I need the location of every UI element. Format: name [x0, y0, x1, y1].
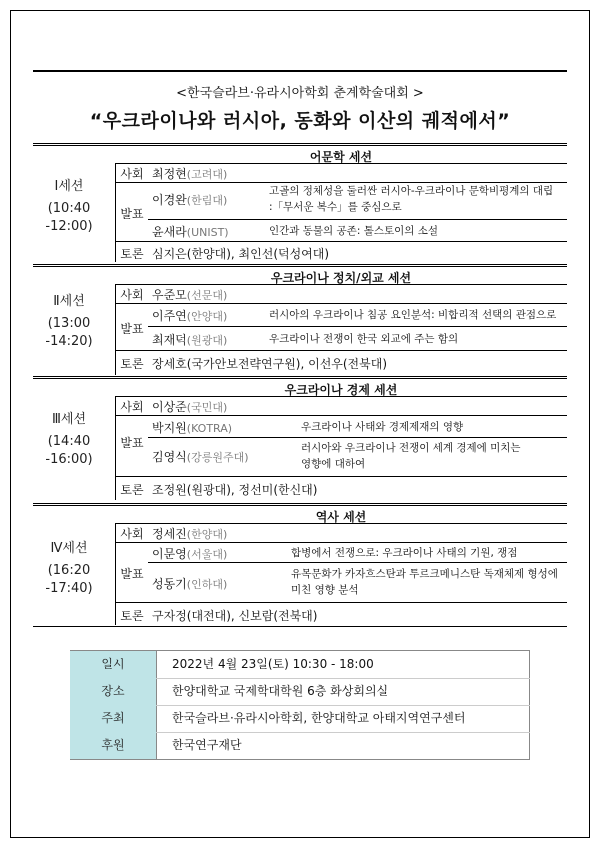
paper-title: 러시아와 우크라이나 전쟁이 세계 경제에 미치는 영향에 대하여	[301, 442, 521, 470]
moderator-name: 최정현(고려대)	[152, 167, 228, 181]
session-heading: 우크라이나 정치/외교 세션	[270, 271, 412, 285]
schedule-bottom-rule	[33, 626, 567, 627]
session-divider	[33, 376, 567, 379]
session-time-start: (14:40	[47, 434, 91, 449]
moderator-role: 사회	[120, 400, 144, 414]
discussants: 조정원(원광대), 정선미(한신대)	[152, 483, 318, 497]
presenters-role: 발표	[120, 436, 144, 450]
paper-title: 우크라이나 사태와 경제제재의 영향	[301, 421, 464, 433]
discussion-role: 토론	[120, 357, 144, 371]
info-label-venue: 장소	[70, 678, 156, 705]
session-divider	[33, 264, 567, 267]
presenters-role: 발표	[120, 567, 144, 581]
session-time-end: -17:40)	[45, 581, 93, 596]
session-divider	[33, 143, 567, 146]
presenters-role: 발표	[120, 322, 144, 336]
moderator-name: 이상준(국민대)	[152, 400, 228, 414]
info-value-host: 한국슬라브·유라시아학회, 한양대학교 아태지역연구센터	[172, 711, 466, 725]
info-value-venue: 한양대학교 국제학대학원 6층 화상회의실	[172, 684, 389, 698]
presenter-name: 성동기(인하대)	[152, 577, 228, 591]
paper-title: 러시아의 우크라이나 침공 요인분석: 비합리적 선택의 관점으로	[269, 309, 557, 321]
info-value-date: 2022년 4월 23일(토) 10:30 - 18:00	[172, 657, 374, 671]
moderator-role: 사회	[120, 167, 144, 181]
info-label-host: 주최	[70, 705, 156, 732]
paper-title: 합병에서 전쟁으로: 우크라이나 사태의 기원, 쟁점	[291, 547, 518, 559]
discussants: 장세호(국가안보전략연구원), 이선우(전북대)	[152, 357, 388, 371]
session-label: Ⅱ세션	[53, 294, 85, 309]
moderator-role: 사회	[120, 527, 144, 541]
paper-title: 고골의 정체성을 둘러싼 러시아-우크라이나 문학비평계의 대립 :「무서운 복수」를 중심으로	[269, 185, 554, 213]
info-label-sponsor: 후원	[70, 732, 156, 759]
moderator-role: 사회	[120, 288, 144, 302]
paper-title: 인간과 동물의 공존: 톨스토이의 소설	[269, 225, 439, 237]
conference-subtitle: <한국슬라브·유라시아학회 춘계학술대회 >	[176, 86, 424, 101]
info-value-sponsor: 한국연구재단	[172, 738, 242, 752]
session-time-end: -16:00)	[45, 452, 93, 467]
session-time-start: (10:40	[47, 201, 91, 216]
presenter-name: 이경완(한림대)	[152, 193, 228, 207]
moderator-name: 우준모(선문대)	[152, 288, 228, 302]
session-label: Ⅲ세션	[51, 412, 87, 427]
paper-title: 우크라이나 전쟁이 한국 외교에 주는 함의	[269, 333, 459, 345]
discussion-role: 토론	[120, 609, 144, 623]
session-label: Ⅳ세션	[50, 541, 88, 556]
presenter-name: 김영식(강릉원주대)	[152, 450, 249, 464]
presenter-name: 이문영(서울대)	[152, 547, 228, 561]
session-label: Ⅰ세션	[54, 179, 84, 194]
presenter-name: 박지원(KOTRA)	[152, 421, 233, 435]
session-time-end: -14:20)	[45, 334, 93, 349]
session-heading: 어문학 세션	[309, 150, 373, 164]
conference-title: “우크라이나와 러시아, 동화와 이산의 궤적에서”	[89, 110, 511, 132]
presenter-name: 이주연(안양대)	[152, 309, 228, 323]
session-time-start: (13:00	[47, 316, 91, 331]
session-time-start: (16:20	[47, 563, 91, 578]
presenter-name: 최재덕(원광대)	[152, 333, 228, 347]
info-label-date: 일시	[70, 651, 156, 678]
discussants: 심지은(한양대), 최인선(덕성여대)	[152, 247, 330, 261]
top-rule	[33, 70, 567, 72]
presenters-role: 발표	[120, 207, 144, 221]
session-heading: 우크라이나 경제 세션	[284, 383, 398, 397]
moderator-name: 정세진(한양대)	[152, 527, 228, 541]
session-divider	[33, 503, 567, 506]
session-time-end: -12:00)	[45, 219, 93, 234]
paper-title: 유목문화가 카자흐스탄과 투르크메니스탄 독재체제 형성에 미친 영향 분석	[291, 568, 558, 596]
presenter-name: 윤새라(UNIST)	[152, 225, 229, 239]
discussants: 구자정(대전대), 신보람(전북대)	[152, 609, 318, 623]
discussion-role: 토론	[120, 247, 144, 261]
discussion-role: 토론	[120, 483, 144, 497]
session-heading: 역사 세션	[315, 510, 367, 524]
